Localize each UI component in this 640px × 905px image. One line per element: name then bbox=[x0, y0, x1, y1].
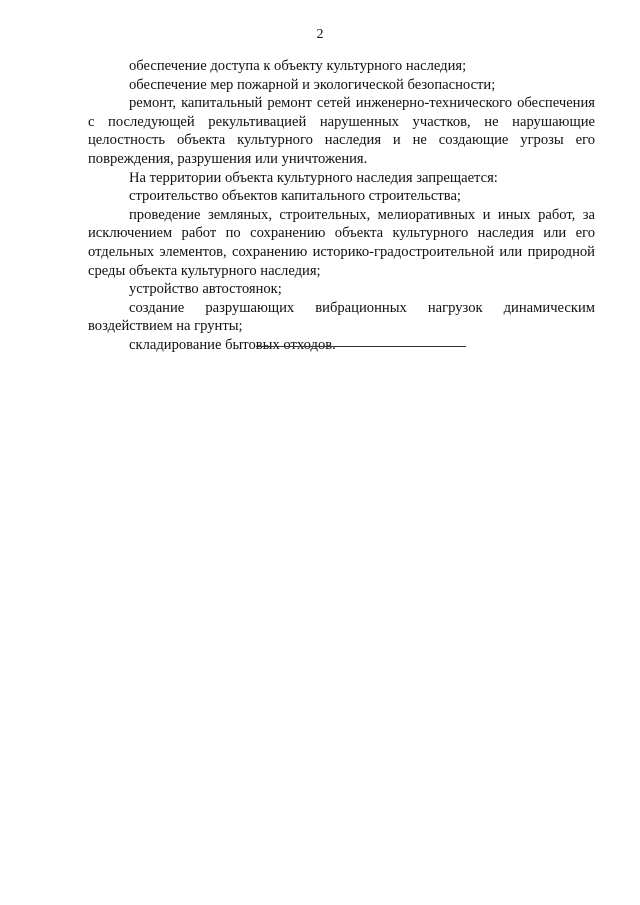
document-body bbox=[88, 57, 595, 355]
paragraph-access: обеспечение доступа к объекту культурного наследия; bbox=[129, 58, 467, 74]
page-number: 2 bbox=[316, 27, 324, 42]
paragraph-earthworks: проведение земляных, строительных, мелиоративных и иных работ, за исключением работ по сохранению объекта культурного наследия или его отдельных элементов, сохранению историко-градостроительной или природной среды объекта культурного наследия; bbox=[88, 206, 595, 279]
paragraph-repair: ремонт, капитальный ремонт сетей инженерно-технического обеспечения с последующей рекультивацией нарушенных участков, не нарушающие целостность объекта культурного наследия и не создающие угрозы его повреждения, разрушения или уничтожения. bbox=[88, 95, 595, 167]
paragraph-fire-safety: обеспечение мер пожарной и экологической безопасности; bbox=[129, 76, 496, 93]
paragraph-construction: строительство объектов капитального строительства; bbox=[129, 188, 461, 205]
paragraph-waste: складирование бытовых отходов. bbox=[129, 336, 336, 353]
paragraph-vibration: создание разрушающих вибрационных нагрузок динамическим воздействием на грунты; bbox=[88, 299, 595, 335]
end-of-text-divider bbox=[256, 346, 466, 347]
paragraph-parking: устройство автостоянок; bbox=[129, 281, 282, 298]
paragraph-prohibited-heading: На территории объекта культурного наследия запрещается: bbox=[129, 169, 498, 186]
